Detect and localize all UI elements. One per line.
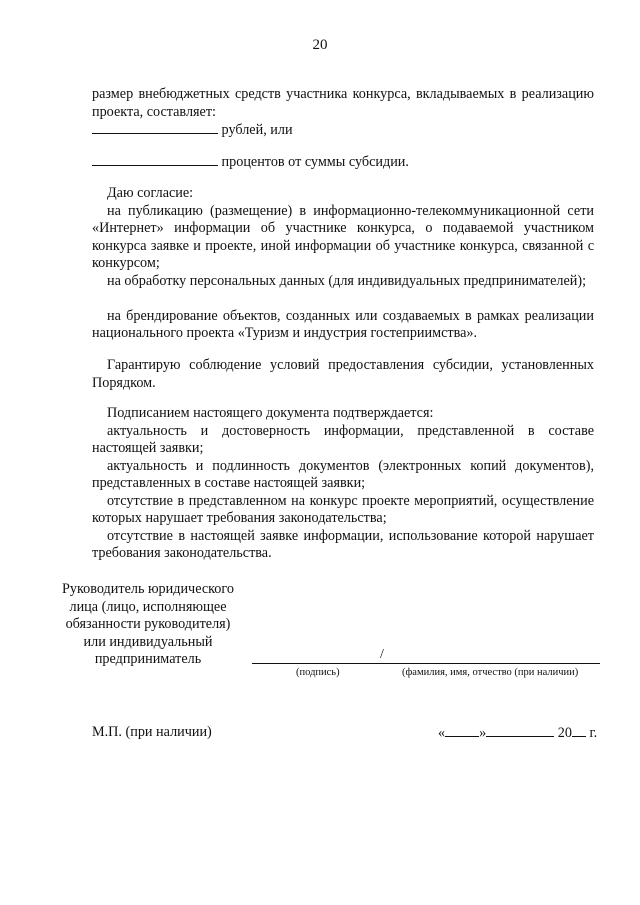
signer-line: лица (лицо, исполняющее — [69, 598, 227, 615]
year-blank — [572, 724, 586, 737]
year-prefix: 20 — [557, 725, 572, 741]
signer-line: обязанности руководителя) — [65, 616, 231, 632]
stamp-label: М.П. (при наличии) — [92, 724, 212, 740]
day-blank — [445, 724, 479, 737]
signature-line — [252, 663, 600, 664]
date-open-quote: « — [438, 725, 446, 741]
name-caption: (фамилия, имя, отчество (при наличии) — [402, 667, 579, 678]
consent-item: на публикацию (размещение) в информационно-телекоммуникационной сети «Интернет» информации об участнике конкурса, о подаваемой участником конкурса заявке и проекте, иной информации об участнике конкурса, связанной с конкурсом; — [92, 202, 594, 271]
confirm-item: отсутствие в настоящей заявке информации, использование которой нарушает требования законодательства. — [92, 527, 594, 561]
date-close-quote: » — [479, 725, 487, 741]
confirm-heading: Подписанием настоящего документа подтверждается: — [107, 405, 434, 421]
month-blank — [486, 724, 554, 737]
consent-item: на брендирование объектов, созданных или создаваемых в рамках реализации национального проекта «Туризм и индустрия гостеприимства». — [92, 307, 594, 341]
signer-line: или индивидуальный — [83, 633, 213, 650]
confirm-item: отсутствие в представленном на конкурс проекте мероприятий, осуществление которых нарушает требования законодательства; — [92, 492, 594, 526]
rubles-line — [92, 121, 293, 139]
signature-caption: (подпись) — [296, 667, 340, 678]
year-suffix: г. — [589, 725, 598, 741]
date-line — [438, 724, 597, 742]
consent-item: на обработку персональных данных (для индивидуальных предпринимателей); — [107, 272, 587, 289]
rubles-blank — [92, 121, 218, 134]
percent-suffix: процентов от суммы субсидии. — [221, 154, 409, 170]
signer-title — [50, 581, 246, 669]
signer-line: Руководитель юридического — [62, 581, 234, 597]
confirm-item: актуальность и достоверность информации, представленной в составе настоящей заявки; — [92, 422, 594, 456]
confirm-item: актуальность и подлинность документов (электронных копий документов), представленных в составе настоящей заявки; — [92, 457, 594, 491]
guarantee-paragraph: Гарантирую соблюдение условий предоставления субсидии, установленных Порядком. — [92, 357, 594, 391]
signature-separator: / — [380, 647, 384, 662]
consent-heading: Даю согласие: — [107, 185, 194, 201]
percent-blank — [92, 153, 218, 166]
page-number: 20 — [312, 37, 328, 53]
budget-paragraph: размер внебюджетных средств участника конкурса, вкладываемых в реализацию проекта, составляет: — [92, 86, 594, 120]
signer-line: предприниматель — [94, 651, 202, 667]
rubles-suffix: рублей, или — [221, 122, 293, 138]
percent-line — [92, 153, 409, 171]
